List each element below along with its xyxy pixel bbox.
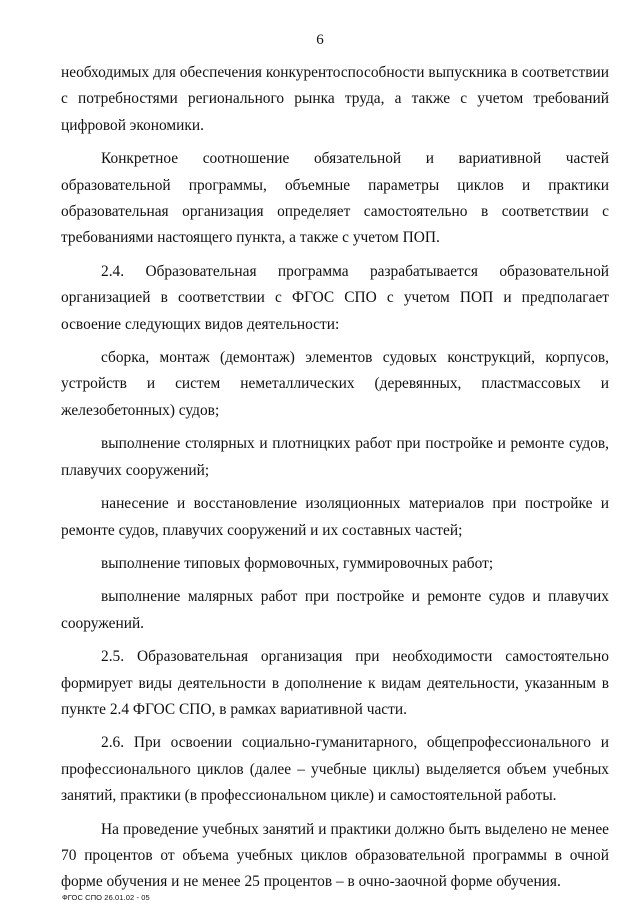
paragraph-2-6: 2.6. При освоении социально-гуманитарного, общепрофессионального и профессионального циклов (далее – учебные циклы) выделяется объем учебных занятий, практики (в профессиональном цикле) и самостоятельной работы. xyxy=(61,734,609,805)
activity-item-assembly: сборка, монтаж (демонтаж) элементов судовых конструкций, корпусов, устройств и систем неметаллических (деревянных, пластмассовых и железобетонных) судов; xyxy=(61,349,609,419)
page-number: 6 xyxy=(316,32,324,48)
paragraph-percentages: На проведение учебных занятий и практики должно быть выделено не менее 70 процентов от объема учебных циклов образовательной программы в очной форме обучения и не менее 25 процентов – в очно-заочной форме обучения. xyxy=(61,820,609,891)
document-body xyxy=(61,60,609,903)
paragraph-2-4: 2.4. Образовательная программа разрабатывается образовательной организацией в соответствии с ФГОС СПО с учетом ПОП и предполагает освоение следующих видов деятельности: xyxy=(61,262,609,333)
paragraph-continuation: необходимых для обеспечения конкурентоспособности выпускника в соответствии с потребностями регионального рынка труда, а также с учетом требований цифровой экономики. xyxy=(61,64,609,134)
activity-item-carpentry: выполнение столярных и плотницких работ при постройке и ремонте судов, плавучих сооружений; xyxy=(61,435,609,479)
activity-item-insulation: нанесение и восстановление изоляционных материалов при постройке и ремонте судов, плавучих сооружений и их составных частей; xyxy=(61,495,609,539)
paragraph-ratio: Конкретное соотношение обязательной и вариативной частей образовательной программы, объемные параметры циклов и практики образовательная организация определяет самостоятельно в соответствии с требованиями настоящего пункта, а также с учетом ПОП. xyxy=(61,150,609,247)
activity-item-painting: выполнение малярных работ при постройке и ремонте судов и плавучих сооружений. xyxy=(61,588,609,632)
paragraph-2-5: 2.5. Образовательная организация при необходимости самостоятельно формирует виды деятельности в дополнение к видам деятельности, указанным в пункте 2.4 ФГОС СПО, в рамках вариативной части. xyxy=(61,648,609,718)
activity-item-molding: выполнение типовых формовочных, гуммировочных работ; xyxy=(101,554,494,572)
document-footer-code: ФГОС СПО 26.01.02 - 05 xyxy=(62,893,150,902)
